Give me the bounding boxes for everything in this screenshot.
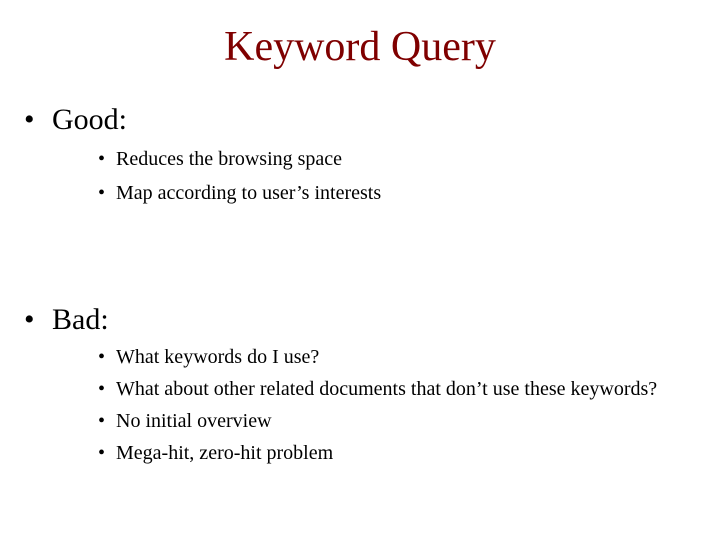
list-item-text: Reduces the browsing space: [116, 148, 343, 170]
bullet-icon: •: [98, 442, 106, 464]
bullet-icon: •: [98, 378, 106, 400]
bullet-icon: •: [98, 182, 106, 204]
bad-list: [98, 344, 676, 472]
list-item-text: No initial overview: [116, 410, 272, 432]
bullet-icon: •: [24, 103, 35, 136]
list-item-text: Map according to user’s interests: [116, 182, 382, 204]
list-item-text: Mega-hit, zero-hit problem: [116, 442, 334, 464]
list-item: [98, 344, 676, 370]
bullet-icon: •: [98, 410, 106, 432]
section-heading-bad: [24, 302, 109, 338]
list-item-text: What about other related documents that don’t use these keywords?: [116, 378, 658, 400]
bullet-icon: •: [98, 148, 106, 170]
list-item: [98, 408, 676, 434]
bullet-icon: •: [24, 303, 35, 336]
list-item-text: What keywords do I use?: [116, 346, 320, 368]
slide-title: Keyword Query: [224, 24, 496, 70]
list-item: [98, 376, 661, 402]
section-heading-label: Bad:: [52, 303, 109, 336]
list-item: [98, 440, 676, 466]
bullet-icon: •: [98, 346, 106, 368]
section-heading-label: Good:: [52, 103, 127, 136]
good-list: [98, 146, 676, 214]
section-heading-good: [24, 102, 127, 138]
list-item: [98, 146, 676, 172]
list-item: [98, 180, 676, 206]
